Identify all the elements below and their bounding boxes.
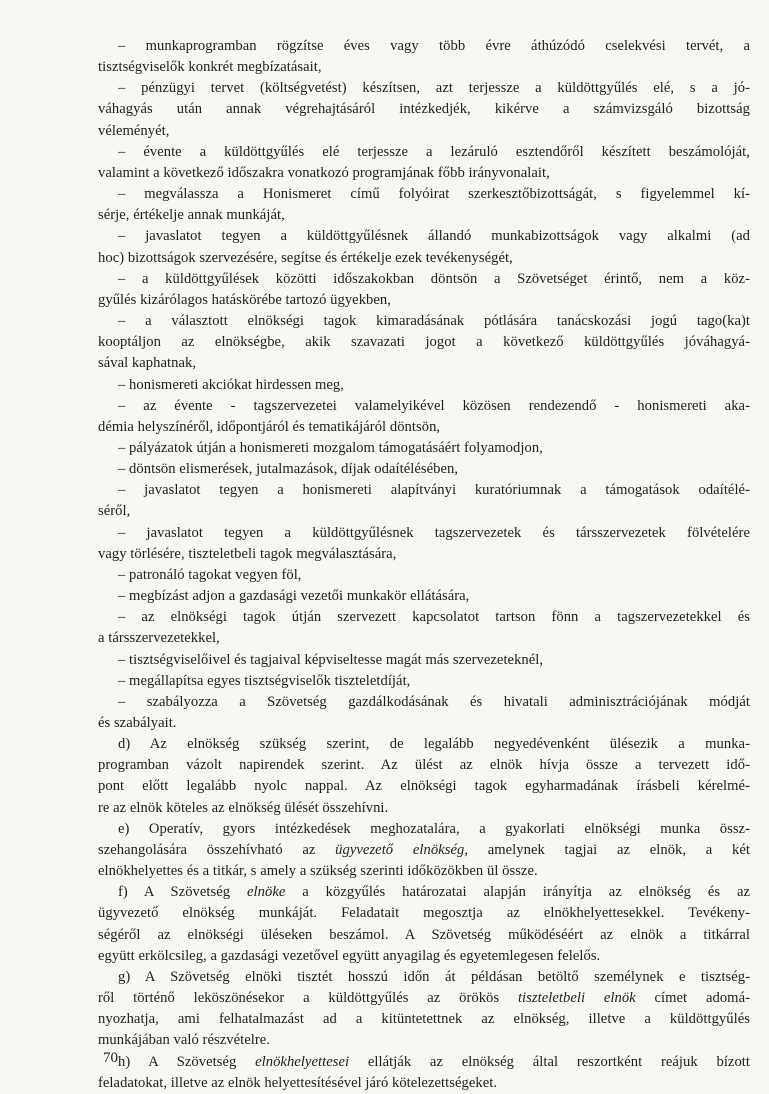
paragraph-e-line: elnökhelyettes és a titkár, s amely a szükség szerinti időközökben ül össze.: [98, 863, 538, 880]
paragraph-f-line: [98, 882, 750, 903]
text-line: kooptáljon az elnökségbe, akik szavazati jogot a következő küldöttgyűlés jóváhagyá-: [98, 334, 750, 351]
text-line: – megbízást adjon a gazdasági vezetői munkakör ellátására,: [118, 588, 470, 605]
paragraph-f-line: ügyvezető elnökség munkáját. Feladatait megosztja az elnökhelyettesekkel. Tevékeny-: [98, 905, 750, 922]
paragraph-e-line: [98, 840, 750, 861]
text-line: – javaslatot tegyen a honismereti alapítványi kuratóriumnak a támogatások odaítélé-: [118, 482, 750, 499]
paragraph-d-line: d) Az elnökség szükség szerint, de legalább negyedévenként ülésezik a munka-: [118, 736, 750, 753]
paragraph-h-line: feladatokat, illetve az elnök helyettesítésével járó kötelezettségeket.: [98, 1074, 498, 1091]
term-tiszteletbeli-elnok: tiszteletbeli elnök: [517, 990, 636, 1007]
text-line: – pénzügyi tervet (költségvetést) készítsen, azt terjessze a küldöttgyűlés elé, s a jó-: [118, 80, 750, 97]
text-line: és szabályait.: [98, 715, 177, 731]
text-line: – megválassza a Honismeret című folyóirat szerkesztőbizottságát, s figyelemmel kí-: [118, 186, 750, 203]
paragraph-d-line: programban vázolt napirendek szerint. Az ülést az elnök hívja össze a tervezett idő-: [98, 757, 750, 774]
text-line: – javaslatot tegyen a küldöttgyűlésnek állandó munkabizottságok vagy alkalmi (ad: [118, 228, 750, 245]
paragraph-f-line: ségéről az elnökségi üléseken beszámol. A Szövetség működéséért az elnök a titkárral: [98, 926, 750, 943]
paragraph-f-line: együtt erkölcsileg, a gazdasági vezetővel együtt anyagilag és egyetemlegesen felelős.: [98, 947, 601, 964]
paragraph-f-text: f) A Szövetség: [118, 884, 231, 901]
text-line: – javaslatot tegyen a küldöttgyűlésnek tagszervezetek és társszervezetek fölvételére: [118, 524, 750, 541]
text-line: – munkaprogramban rögzítse éves vagy több évre áthúzódó cselekvési tervét, a: [118, 38, 750, 54]
text-line: – patronáló tagokat vegyen föl,: [118, 566, 302, 583]
text-line: tisztségviselők konkrét megbízatásait,: [98, 59, 322, 76]
paragraph-f-text: a közgyűlés határozatai alapján irányítja az elnökség és az: [302, 884, 750, 901]
term-ugyvezeto-elnokseg: ügyvezető elnökség: [335, 841, 465, 858]
text-line: – döntsön elismerések, jutalmazások, díjak odaítélésében,: [118, 461, 459, 478]
text-line: hoc) bizottságok szervezésére, segítse és értékelje ezek tevékenységét,: [98, 249, 513, 266]
paragraph-g-line: g) A Szövetség elnöki tisztét hosszú időn át példásan betöltő személynek e tisztség-: [118, 968, 750, 985]
text-line: gyűlés kizárólagos hatáskörébe tartozó ügyekben,: [98, 291, 391, 308]
paragraph-h-line: [98, 1052, 750, 1073]
text-line: – a választott elnökségi tagok kimaradásának pótlására tanácskozási jogú tago(ka)t: [118, 313, 750, 330]
text-line: vagy törlésére, tiszteletbeli tagok megválasztására,: [98, 545, 397, 562]
text-line: – megállapítsa egyes tisztségviselők tiszteletdíját,: [118, 672, 411, 689]
text-line: valamint a következő időszakra vonatkozó programjának főbb irányvonalait,: [98, 164, 550, 181]
text-line: véleményét,: [98, 122, 170, 139]
paragraph-d-line: pont előtt legalább nyolc nappal. Az elnökségi tagok egyharmadának írásbeli kérelmé-: [98, 778, 750, 795]
text-line: – az elnökségi tagok útján szervezett kapcsolatot tartson fönn a tagszervezetekkel és: [118, 609, 750, 626]
text-line: – szabályozza a Szövetség gazdálkodásának és hivatali adminisztrációjának módját: [118, 693, 750, 710]
page-number: 70: [103, 1050, 118, 1066]
paragraph-g-line: [98, 988, 750, 1009]
text-line: – honismereti akciókat hirdessen meg,: [118, 376, 344, 393]
paragraph-e-line: e) Operatív, gyors intézkedések meghozatalára, a gyakorlati elnökségi munka össz-: [118, 820, 750, 837]
term-elnokhelyettesei: elnökhelyettesei: [255, 1053, 350, 1070]
paragraph-h-text: h) A Szövetség: [118, 1053, 237, 1070]
paragraph-g-text: címet adomá-: [654, 990, 751, 1007]
paragraph-g-line: munkájában való részvételre.: [98, 1032, 270, 1049]
text-line: a társszervezetekkel,: [98, 630, 220, 647]
text-line: sérje, értékelje annak munkáját,: [98, 207, 285, 224]
text-line: sával kaphatnak,: [98, 355, 197, 372]
paragraph-e-text: , amelynek tagjai az elnök, a két: [464, 841, 751, 858]
text-line: – pályázatok útján a honismereti mozgalom támogatásáért folyamodjon,: [118, 439, 543, 456]
paragraph-h-text: ellátják az elnökség által reszortként reájuk bízott: [367, 1053, 751, 1070]
text-line: démia helyszínéről, időpontjáról és tematikájáról döntsön,: [98, 418, 441, 435]
document-body: [98, 36, 750, 1094]
text-line: – évente a küldöttgyűlés elé terjessze a lezáruló esztendőről készített beszámolóját,: [118, 143, 750, 160]
term-elnoke: elnöke: [247, 884, 286, 901]
paragraph-g-text: ről történő leköszönésekor a küldöttgyűlés az örökös: [98, 990, 500, 1007]
text-line: – a küldöttgyűlések közötti időszakokban döntsön a Szövetséget érintő, nem a köz-: [118, 270, 750, 287]
text-line: – az évente - tagszervezetei valamelyikével közösen rendezendő - honismereti aka-: [118, 397, 750, 414]
text-line: – tisztségviselőivel és tagjaival képviseltesse magát más szervezeteknél,: [118, 651, 544, 668]
paragraph-e-text: szehangolására összehívható az: [98, 841, 316, 858]
text-line: séről,: [98, 503, 131, 520]
paragraph-g-line: nyozhatja, ami felhatalmazást ad a kitüntetettnek az elnökség, illetve a küldöttgyűlés: [98, 1011, 750, 1028]
text-line: váhagyás után annak végrehajtásáról intézkedjék, kikérve a számvizsgáló bizottság: [98, 101, 750, 118]
paragraph-d-line: re az elnök köteles az elnökség ülését összehívni.: [98, 799, 389, 816]
